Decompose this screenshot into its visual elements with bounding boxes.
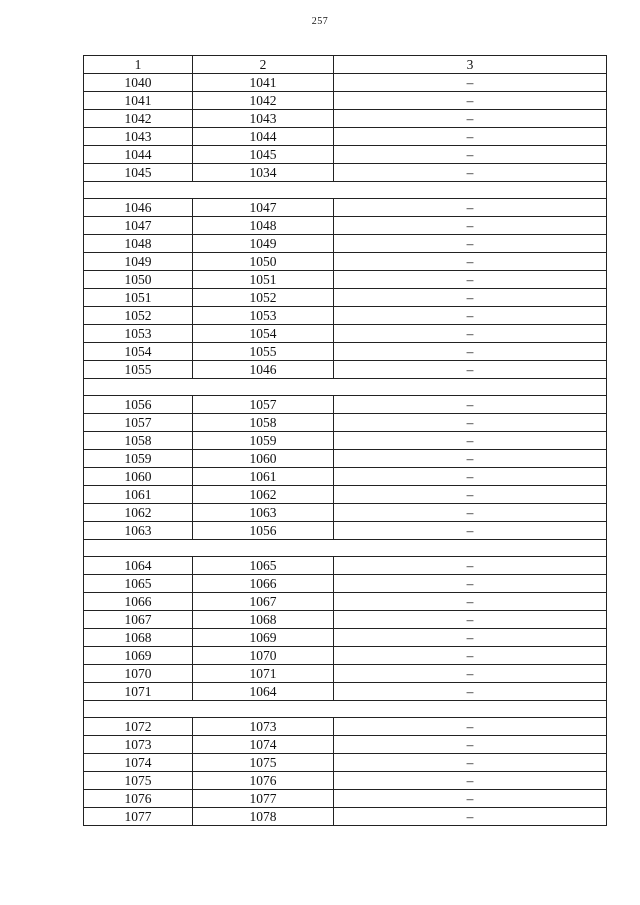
table-cell-col-3: – bbox=[334, 361, 607, 379]
table-cell-col-3: – bbox=[334, 629, 607, 647]
table-cell-col-3: – bbox=[334, 575, 607, 593]
table-row bbox=[84, 486, 607, 504]
table-row bbox=[84, 361, 607, 379]
table-cell-col-3: – bbox=[334, 253, 607, 271]
header-cell: 2 bbox=[193, 56, 334, 74]
table-cell-col-3: – bbox=[334, 271, 607, 289]
table-cell-col-3: – bbox=[334, 217, 607, 235]
table-row bbox=[84, 522, 607, 540]
table-row bbox=[84, 199, 607, 217]
table-cell-col-1: 1068 bbox=[84, 629, 193, 647]
table-cell-col-1: 1064 bbox=[84, 557, 193, 575]
table-cell-col-1: 1069 bbox=[84, 647, 193, 665]
table-cell-col-2: 1077 bbox=[193, 790, 334, 808]
table-cell-col-2: 1044 bbox=[193, 128, 334, 146]
table-cell-col-1: 1056 bbox=[84, 396, 193, 414]
table-cell-col-2: 1066 bbox=[193, 575, 334, 593]
table-cell-col-1: 1047 bbox=[84, 217, 193, 235]
table-cell-col-3: – bbox=[334, 718, 607, 736]
header-cell: 3 bbox=[334, 56, 607, 74]
table-cell-col-1: 1051 bbox=[84, 289, 193, 307]
table-cell-col-3: – bbox=[334, 396, 607, 414]
table-cell-col-3: – bbox=[334, 611, 607, 629]
table-cell-col-3: – bbox=[334, 92, 607, 110]
table-cell-col-1: 1075 bbox=[84, 772, 193, 790]
table-cell-col-1: 1071 bbox=[84, 683, 193, 701]
table-cell-col-2: 1074 bbox=[193, 736, 334, 754]
table-cell-col-2: 1063 bbox=[193, 504, 334, 522]
table-cell-col-1: 1049 bbox=[84, 253, 193, 271]
table-row bbox=[84, 235, 607, 253]
table-row bbox=[84, 396, 607, 414]
table-cell-col-2: 1055 bbox=[193, 343, 334, 361]
separator-cell bbox=[84, 701, 607, 718]
table-cell-col-3: – bbox=[334, 307, 607, 325]
header-row bbox=[84, 56, 607, 74]
separator-cell bbox=[84, 182, 607, 199]
table-cell-col-1: 1061 bbox=[84, 486, 193, 504]
table-cell-col-3: – bbox=[334, 432, 607, 450]
table-row bbox=[84, 611, 607, 629]
table-row bbox=[84, 718, 607, 736]
table-row bbox=[84, 164, 607, 182]
table-cell-col-1: 1044 bbox=[84, 146, 193, 164]
table-cell-col-2: 1047 bbox=[193, 199, 334, 217]
table-row bbox=[84, 772, 607, 790]
table-cell-col-1: 1057 bbox=[84, 414, 193, 432]
table-cell-col-1: 1055 bbox=[84, 361, 193, 379]
table-cell-col-2: 1042 bbox=[193, 92, 334, 110]
table-row bbox=[84, 289, 607, 307]
table-cell-col-1: 1059 bbox=[84, 450, 193, 468]
table-row bbox=[84, 593, 607, 611]
table-cell-col-3: – bbox=[334, 343, 607, 361]
table-cell-col-2: 1065 bbox=[193, 557, 334, 575]
table-cell-col-2: 1050 bbox=[193, 253, 334, 271]
table-cell-col-3: – bbox=[334, 486, 607, 504]
table-cell-col-2: 1051 bbox=[193, 271, 334, 289]
table-row bbox=[84, 414, 607, 432]
table-row bbox=[84, 683, 607, 701]
table-cell-col-3: – bbox=[334, 164, 607, 182]
table-row bbox=[84, 629, 607, 647]
table-cell-col-3: – bbox=[334, 235, 607, 253]
table-row bbox=[84, 450, 607, 468]
table-cell-col-2: 1068 bbox=[193, 611, 334, 629]
table-cell-col-2: 1058 bbox=[193, 414, 334, 432]
table-cell-col-1: 1046 bbox=[84, 199, 193, 217]
table-cell-col-1: 1042 bbox=[84, 110, 193, 128]
table-cell-col-1: 1076 bbox=[84, 790, 193, 808]
table-cell-col-2: 1061 bbox=[193, 468, 334, 486]
table-cell-col-2: 1070 bbox=[193, 647, 334, 665]
table-cell-col-3: – bbox=[334, 450, 607, 468]
table-cell-col-1: 1062 bbox=[84, 504, 193, 522]
table-cell-col-3: – bbox=[334, 146, 607, 164]
table-cell-col-3: – bbox=[334, 289, 607, 307]
table-cell-col-2: 1034 bbox=[193, 164, 334, 182]
table-cell-col-3: – bbox=[334, 110, 607, 128]
table-cell-col-1: 1070 bbox=[84, 665, 193, 683]
table-row bbox=[84, 432, 607, 450]
table-cell-col-1: 1066 bbox=[84, 593, 193, 611]
table-row bbox=[84, 647, 607, 665]
table-row bbox=[84, 343, 607, 361]
separator-cell bbox=[84, 540, 607, 557]
table-cell-col-1: 1054 bbox=[84, 343, 193, 361]
table-cell-col-2: 1046 bbox=[193, 361, 334, 379]
table-cell-col-3: – bbox=[334, 414, 607, 432]
table-cell-col-1: 1053 bbox=[84, 325, 193, 343]
table-row bbox=[84, 504, 607, 522]
table-row bbox=[84, 253, 607, 271]
table-cell-col-3: – bbox=[334, 772, 607, 790]
group-separator-row bbox=[84, 182, 607, 199]
table-cell-col-2: 1049 bbox=[193, 235, 334, 253]
table-cell-col-3: – bbox=[334, 128, 607, 146]
separator-cell bbox=[84, 379, 607, 396]
table-row bbox=[84, 665, 607, 683]
table-cell-col-2: 1057 bbox=[193, 396, 334, 414]
table-cell-col-3: – bbox=[334, 808, 607, 826]
table-cell-col-1: 1067 bbox=[84, 611, 193, 629]
table-cell-col-3: – bbox=[334, 790, 607, 808]
table-cell-col-3: – bbox=[334, 557, 607, 575]
table-cell-col-1: 1073 bbox=[84, 736, 193, 754]
header-cell: 1 bbox=[84, 56, 193, 74]
table-row bbox=[84, 307, 607, 325]
table-cell-col-3: – bbox=[334, 593, 607, 611]
table-cell-col-1: 1041 bbox=[84, 92, 193, 110]
table-cell-col-1: 1048 bbox=[84, 235, 193, 253]
table-cell-col-1: 1045 bbox=[84, 164, 193, 182]
table-cell-col-3: – bbox=[334, 522, 607, 540]
group-separator-row bbox=[84, 701, 607, 718]
table-row bbox=[84, 557, 607, 575]
table-cell-col-3: – bbox=[334, 754, 607, 772]
table-row bbox=[84, 217, 607, 235]
table-cell-col-3: – bbox=[334, 647, 607, 665]
table-cell-col-2: 1075 bbox=[193, 754, 334, 772]
table-row bbox=[84, 790, 607, 808]
table-row bbox=[84, 575, 607, 593]
table-cell-col-2: 1056 bbox=[193, 522, 334, 540]
table-row bbox=[84, 808, 607, 826]
group-separator-row bbox=[84, 540, 607, 557]
table-cell-col-1: 1072 bbox=[84, 718, 193, 736]
data-table bbox=[83, 55, 607, 826]
table-cell-col-2: 1048 bbox=[193, 217, 334, 235]
table-row bbox=[84, 325, 607, 343]
table-cell-col-2: 1062 bbox=[193, 486, 334, 504]
table-row bbox=[84, 146, 607, 164]
table-row bbox=[84, 271, 607, 289]
table-cell-col-3: – bbox=[334, 504, 607, 522]
table-cell-col-2: 1076 bbox=[193, 772, 334, 790]
table-cell-col-1: 1074 bbox=[84, 754, 193, 772]
table-cell-col-2: 1054 bbox=[193, 325, 334, 343]
table-cell-col-2: 1059 bbox=[193, 432, 334, 450]
table-cell-col-2: 1064 bbox=[193, 683, 334, 701]
table-body bbox=[84, 56, 607, 826]
table-row bbox=[84, 736, 607, 754]
table-cell-col-3: – bbox=[334, 199, 607, 217]
table-cell-col-1: 1043 bbox=[84, 128, 193, 146]
table-cell-col-2: 1060 bbox=[193, 450, 334, 468]
table-row bbox=[84, 74, 607, 92]
table-cell-col-3: – bbox=[334, 665, 607, 683]
table-cell-col-1: 1052 bbox=[84, 307, 193, 325]
table-cell-col-2: 1069 bbox=[193, 629, 334, 647]
table-cell-col-3: – bbox=[334, 468, 607, 486]
table-cell-col-2: 1041 bbox=[193, 74, 334, 92]
table-cell-col-1: 1058 bbox=[84, 432, 193, 450]
table-cell-col-1: 1065 bbox=[84, 575, 193, 593]
table-cell-col-2: 1073 bbox=[193, 718, 334, 736]
table-cell-col-3: – bbox=[334, 74, 607, 92]
table-cell-col-1: 1040 bbox=[84, 74, 193, 92]
table-cell-col-2: 1067 bbox=[193, 593, 334, 611]
table-cell-col-3: – bbox=[334, 325, 607, 343]
group-separator-row bbox=[84, 379, 607, 396]
table-row bbox=[84, 92, 607, 110]
table-cell-col-1: 1077 bbox=[84, 808, 193, 826]
page-number: 257 bbox=[311, 16, 329, 27]
table-cell-col-2: 1052 bbox=[193, 289, 334, 307]
table-row bbox=[84, 128, 607, 146]
table-cell-col-1: 1060 bbox=[84, 468, 193, 486]
table-cell-col-2: 1045 bbox=[193, 146, 334, 164]
table-cell-col-3: – bbox=[334, 736, 607, 754]
table-row bbox=[84, 754, 607, 772]
table-cell-col-2: 1053 bbox=[193, 307, 334, 325]
table-row bbox=[84, 468, 607, 486]
table-cell-col-2: 1043 bbox=[193, 110, 334, 128]
table-cell-col-3: – bbox=[334, 683, 607, 701]
table-row bbox=[84, 110, 607, 128]
table-cell-col-2: 1071 bbox=[193, 665, 334, 683]
table-cell-col-1: 1063 bbox=[84, 522, 193, 540]
table-cell-col-1: 1050 bbox=[84, 271, 193, 289]
table-cell-col-2: 1078 bbox=[193, 808, 334, 826]
